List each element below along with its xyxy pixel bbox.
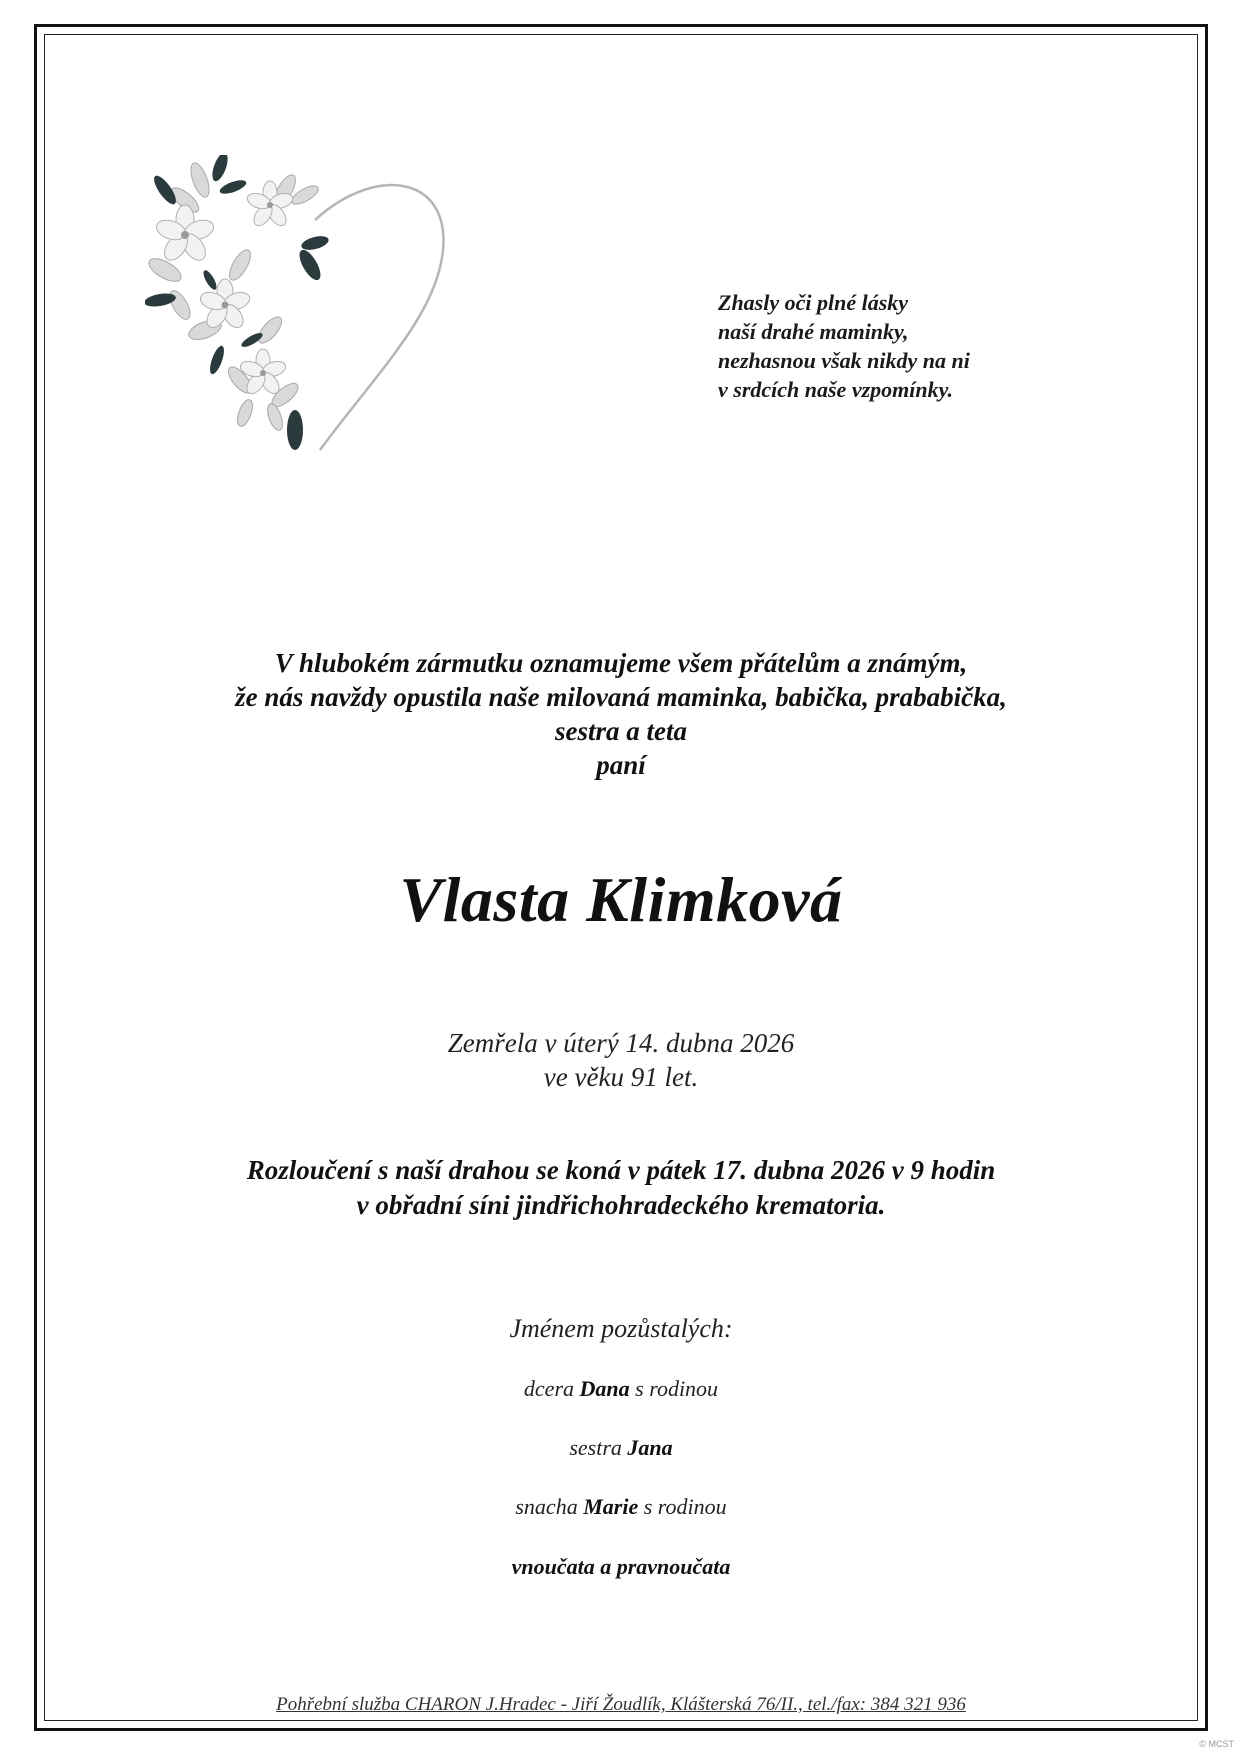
farewell-info (44, 1153, 1198, 1223)
announcement-line: že nás navždy opustila naše milovaná maminka, babička, prababička, (235, 682, 1007, 712)
announcement (44, 646, 1198, 782)
mourner-relation: snacha (515, 1494, 584, 1519)
mourner-name: Marie (583, 1494, 639, 1519)
mourner-name: Jana (627, 1435, 673, 1460)
poem-line: v srdcích naše vzpomínky. (718, 377, 954, 402)
mourner-sister (44, 1434, 1198, 1462)
mourner-daughter (44, 1375, 1198, 1403)
mourner-relation: sestra (569, 1435, 628, 1460)
announcement-line: paní (596, 750, 646, 780)
poem-line: naší drahé maminky, (718, 319, 909, 344)
announcement-line: V hlubokém zármutku oznamujeme všem přátelům a známým, (274, 648, 968, 678)
mourner-relation: dcera (523, 1376, 580, 1401)
announcement-line: sestra a teta (555, 716, 687, 746)
mourner-grandchildren: vnoučata a pravnoučata (511, 1554, 731, 1579)
heart-flower-ornament-icon (145, 155, 485, 515)
mourner-daughter-in-law (44, 1493, 1198, 1521)
mourner-suffix: s rodinou (629, 1376, 719, 1401)
death-date: Zemřela v úterý 14. dubna 2026 (447, 1028, 795, 1058)
farewell-line: v obřadní síni jindřichohradeckého krematoria. (356, 1190, 886, 1220)
farewell-line: Rozloučení s naší drahou se koná v pátek 17. dubna 2026 v 9 hodin (246, 1155, 996, 1185)
funeral-service-footer: Pohřební služba CHARON J.Hradec - Jiří Žoudlík, Klášterská 76/II., tel./fax: 384 321 936 (276, 1694, 966, 1715)
mourners-heading: Jménem pozůstalých: (509, 1314, 733, 1343)
corner-mark: © MCST (1199, 1739, 1234, 1749)
deceased-name: Vlasta Klimková (399, 864, 843, 935)
death-info (44, 1026, 1198, 1094)
poem-line: nezhasnou však nikdy na ni (718, 348, 970, 373)
mourner-suffix: s rodinou (638, 1494, 727, 1519)
death-age: ve věku 91 let. (543, 1062, 699, 1092)
poem (718, 288, 970, 404)
poem-line: Zhasly oči plné lásky (718, 290, 909, 315)
mourner-name: Dana (579, 1376, 630, 1401)
